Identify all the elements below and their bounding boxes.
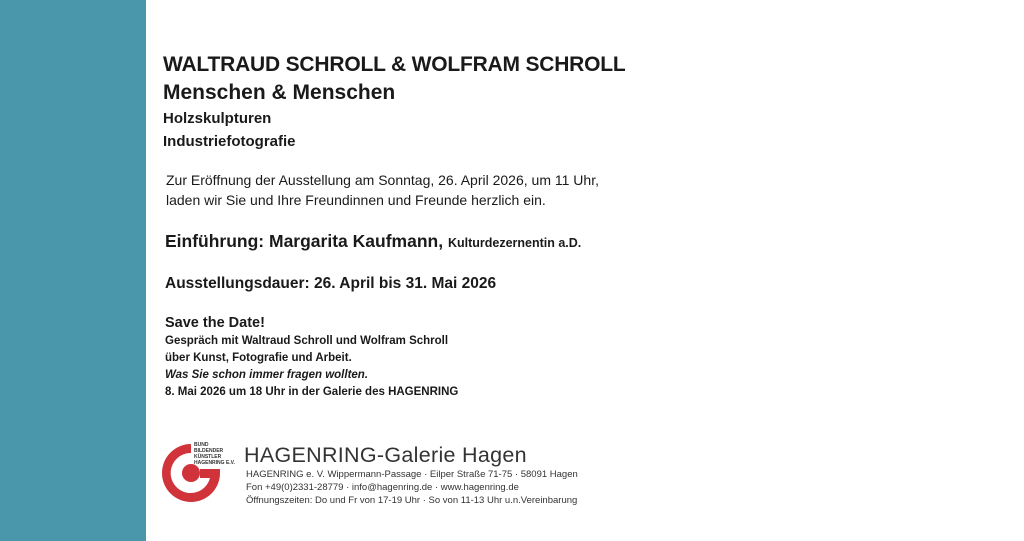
logo-text	[194, 442, 244, 466]
subtitle-sculptures: Holzskulpturen	[163, 110, 272, 127]
logo-text-line: KÜNSTLER	[194, 454, 222, 460]
introduction-label: Einführung: Margarita Kaufmann,	[165, 231, 444, 251]
invitation-line-2: laden wir Sie und Ihre Freundinnen und Freunde herzlich ein.	[166, 192, 546, 208]
subtitle-photography: Industriefotografie	[163, 133, 296, 150]
save-the-date-heading: Save the Date!	[165, 315, 265, 331]
invitation-content	[163, 52, 763, 401]
gallery-contact: Fon +49(0)2331-28779 · info@hagenring.de · www.hagenring.de	[246, 482, 519, 493]
gallery-address-block	[246, 468, 578, 507]
save-the-date-line-2: über Kunst, Fotografie und Arbeit.	[165, 352, 352, 364]
save-the-date-section	[165, 314, 763, 401]
save-the-date-line-4: 8. Mai 2026 um 18 Uhr in der Galerie des HAGENRING	[165, 386, 459, 398]
gallery-footer	[160, 440, 590, 510]
save-the-date-line-3: Was Sie schon immer fragen wollten.	[165, 369, 369, 381]
introduction-line	[165, 230, 763, 254]
logo-text-line: BILDENDER	[194, 448, 224, 454]
gallery-name: HAGENRING-Galerie Hagen	[244, 443, 527, 467]
save-the-date-line-1: Gespräch mit Waltraud Schroll und Wolfram Schroll	[165, 335, 449, 347]
exhibition-title: Menschen & Menschen	[163, 81, 396, 104]
introduction-role: Kulturdezernentin a.D.	[447, 236, 582, 250]
logo-text-line: BUND	[194, 442, 209, 448]
gallery-hours: Öffnungszeiten: Do und Fr von 17-19 Uhr · So von 11-13 Uhr u.n.Vereinbarung	[246, 495, 578, 506]
exhibition-duration: Ausstellungsdauer: 26. April bis 31. Mai 2026	[165, 275, 497, 292]
side-color-band	[0, 0, 146, 541]
logo-text-line: HAGENRING E.V.	[194, 460, 235, 466]
invitation-line-1: Zur Eröffnung der Ausstellung am Sonntag, 26. April 2026, um 11 Uhr,	[166, 172, 599, 188]
gallery-address: HAGENRING e. V. Wippermann-Passage · Eilper Straße 71-75 · 58091 Hagen	[246, 469, 578, 480]
artists-heading: WALTRAUD SCHROLL & WOLFRAM SCHROLL	[163, 53, 626, 76]
invitation-text	[166, 170, 763, 210]
